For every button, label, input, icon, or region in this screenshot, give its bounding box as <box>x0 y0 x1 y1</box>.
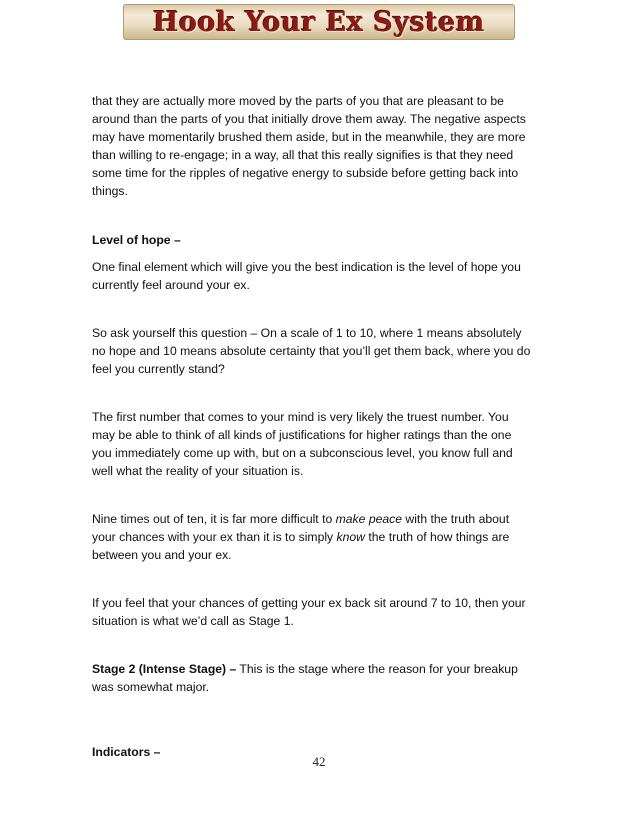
emphasis-know: know <box>336 530 365 544</box>
title-banner <box>123 4 515 40</box>
section-heading-indicators: Indicators – <box>92 745 161 759</box>
text-run: Nine times out of ten, it is far more difficult to <box>92 512 336 526</box>
emphasis-make-peace: make peace <box>335 512 403 526</box>
text-run: with the truth about your chances with your ex than it is to simply <box>92 512 510 544</box>
paragraph: So ask yourself this question – On a scale of 1 to 10, where 1 means absolutely no hope and 10 means absolute certainty that you’ll get them back, where you do feel you currently stand? <box>92 326 531 376</box>
stage-2-heading: Stage 2 (Intense Stage) – <box>92 662 237 676</box>
paragraph: If you feel that your chances of getting your ex back sit around 7 to 10, then your situation is what we’d call as Stage 1. <box>92 596 526 628</box>
text-run: This is the stage where the reason for your breakup was somewhat major. <box>92 662 518 694</box>
page-body <box>92 92 532 761</box>
paragraph: One final element which will give you the best indication is the level of hope you currently feel around your ex. <box>92 260 521 292</box>
section-heading-level-of-hope: Level of hope – <box>92 233 181 247</box>
text-run: the truth of how things are between you and your ex. <box>92 530 510 562</box>
paragraph <box>92 510 532 564</box>
paragraph: The first number that comes to your mind is very likely the truest number. You may be able to think of all kinds of justifications for higher ratings than the one you immediately come up with, but on a subconscious level, you know full and well what the reality of your situation is. <box>92 410 513 478</box>
header <box>0 0 638 44</box>
paragraph-stage-2 <box>92 660 532 696</box>
page-number: 42 <box>312 754 326 769</box>
paragraph: that they are actually more moved by the parts of you that are pleasant to be around than the parts of you that initially drove them away. The negative aspects may have momentarily brushed them aside, but in the meanwhile, they are more than willing to re-engage; in a way, all that this really signifies is that they need some time for the ripples of negative energy to subside before getting back into things. <box>92 94 526 198</box>
book-title: Hook Your Ex System <box>152 6 485 38</box>
